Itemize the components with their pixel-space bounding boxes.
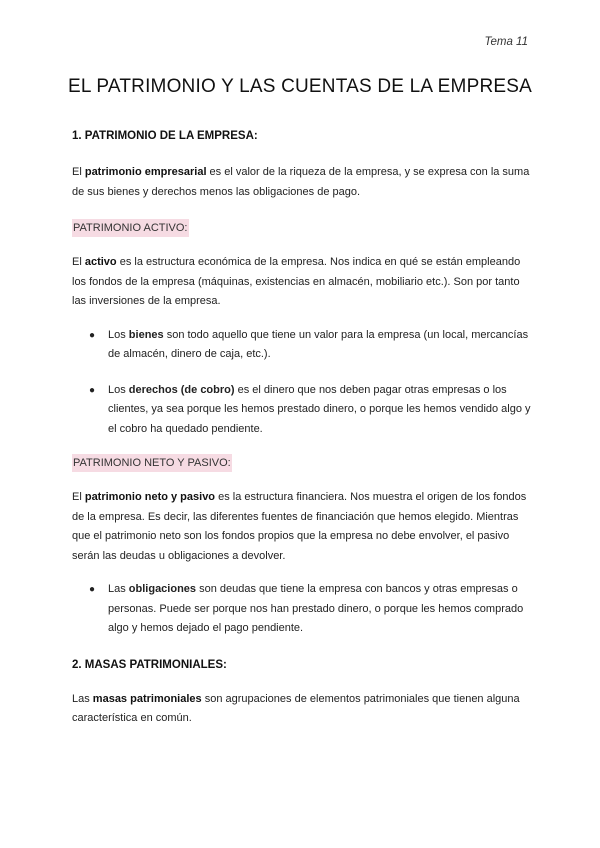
list-item (72, 381, 532, 440)
activo-bullet-list (72, 326, 532, 440)
bold-term: patrimonio neto y pasivo (84, 491, 216, 503)
text-span: son agrupaciones de elementos patrimoniales que tienen alguna característica en común. (72, 692, 520, 724)
activo-label: PATRIMONIO ACTIVO: (72, 219, 189, 237)
text-span: Los (108, 328, 129, 341)
neto-paragraph (72, 488, 532, 566)
text-span: El (72, 256, 85, 268)
text-span: es la estructura financiera. Nos muestra el origen de los fondos de la empresa. Es decir, las diferentes fuentes de financiación que hemos elegido. Mientras que el patrimonio neto son los fondos propios que la empresa no debe envolver, el pasivo serán las deudas u obligaciones a devolver. (72, 491, 527, 562)
bold-term: obligaciones (128, 583, 197, 595)
neto-bullet-list (72, 580, 532, 639)
text-span: El (72, 491, 85, 503)
text-span: Las (108, 583, 129, 595)
text-span: El (72, 166, 85, 178)
text-span: es el valor de la riqueza de la empresa, y se expresa con la suma de sus bienes y derechos menos las obligaciones de pago. (72, 166, 530, 198)
content (72, 128, 532, 729)
bold-term: derechos (de cobro) (128, 383, 235, 396)
list-item (72, 326, 532, 365)
bold-term: masas patrimoniales (92, 692, 202, 705)
header-tag: Tema 11 (484, 36, 528, 48)
list-item (72, 580, 532, 639)
section2-heading: 2. MASAS PATRIMONIALES: (72, 658, 227, 671)
section1-intro (72, 163, 532, 202)
section2-paragraph (72, 690, 532, 729)
bold-term: activo (84, 256, 117, 268)
text-span: es la estructura económica de la empresa. Nos indica en qué se están empleando los fondos de la empresa (máquinas, existencias en almacén, mobiliario etc.). Son por tanto las inversiones de la empresa. (72, 256, 521, 307)
text-span: son todo aquello que tiene un valor para la empresa (un local, mercancías de almacén, dinero de caja, etc.). (108, 328, 529, 360)
section1-heading: 1. PATRIMONIO DE LA EMPRESA: (72, 130, 258, 142)
bullet-icon: ● (89, 329, 96, 341)
text-span: Los (108, 383, 129, 396)
bullet-icon: ● (89, 584, 96, 595)
activo-paragraph (72, 253, 532, 312)
bold-term: patrimonio empresarial (84, 166, 207, 178)
page-title: EL PATRIMONIO Y LAS CUENTAS DE LA EMPRESA (68, 76, 532, 97)
text-span: son deudas que tiene la empresa con bancos y otras empresas o personas. Puede ser porque nos han prestado dinero, o porque les hemos comprado algo y hemos dejado el pago pendiente. (108, 583, 524, 634)
bold-term: bienes (128, 328, 164, 341)
neto-label: PATRIMONIO NETO Y PASIVO: (72, 454, 232, 472)
text-span: Las (72, 692, 93, 705)
bullet-icon: ● (89, 384, 96, 396)
text-span: es el dinero que nos deben pagar otras empresas o los clientes, ya sea porque les hemos prestado dinero, o porque les hemos vendido algo y el cobro ha quedado pendiente. (108, 383, 531, 435)
